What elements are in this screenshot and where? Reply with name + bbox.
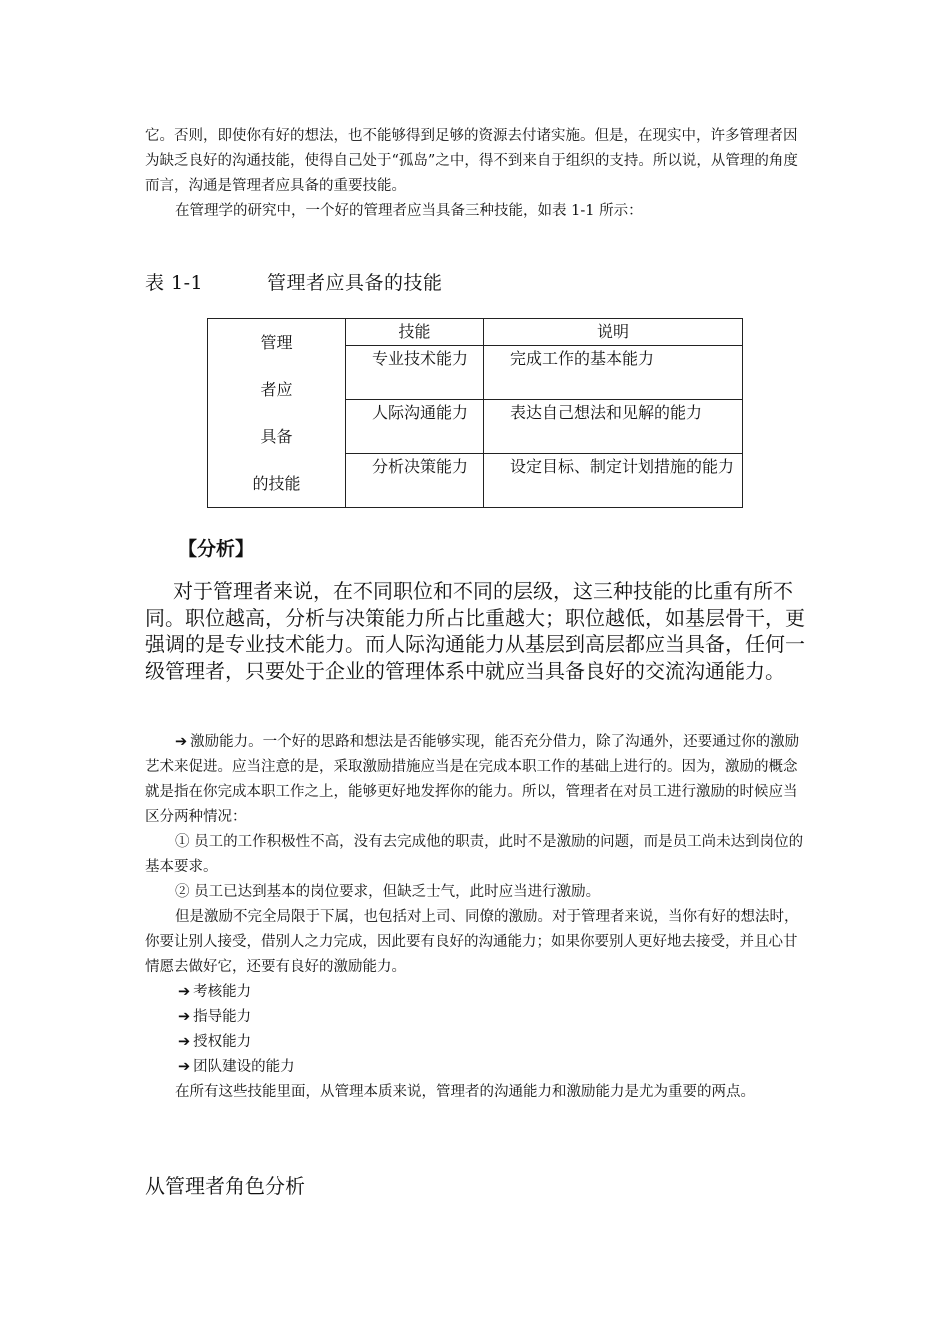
desc-cell: 完成工作的基本能力 [484,346,743,400]
list-item [178,1005,251,1030]
motivation-paragraph [145,730,810,830]
skills-table [207,318,743,508]
arrow-icon: ➔ [178,1009,191,1025]
row-label-line: 管理 [260,333,293,352]
list-item [178,1055,295,1080]
row-label-cell [208,319,346,508]
arrow-icon: ➔ [178,1034,191,1050]
analysis-heading: 【分析】 [178,538,255,560]
list-item [178,1030,251,1055]
header-skill: 技能 [346,319,484,346]
table-number: 表 1-1 [145,272,204,294]
motivation-case-2: ② 员工已达到基本的岗位要求，但缺乏士气，此时应当进行激励。 [175,884,601,900]
table-row [208,319,743,346]
intro-paragraph: 它。否则，即使你有好的想法，也不能够得到足够的资源去付诸实施。但是，在现实中，许多管理者因为缺乏良好的沟通技能，使得自己处于“孤岛”之中，得不到来自于组织的支持。所以说，从管理的角度而言，沟通是管理者应具备的重要技能。 [145,128,798,194]
skill-cell: 分析决策能力 [346,454,484,508]
list-item-label: 团队建设的能力 [193,1059,295,1075]
analysis-body: 对于管理者来说，在不同职位和不同的层级，这三种技能的比重有所不同。职位越高，分析与决策能力所占比重越大；职位越低，如基层骨干，更强调的是专业技术能力。而人际沟通能力从基层到高层都应当具备，任何一级管理者，只要处于企业的管理体系中就应当具备良好的交流沟通能力。 [145,579,805,683]
row-label-line: 的技能 [252,474,301,493]
skill-cell: 专业技术能力 [346,346,484,400]
motivation-scope-paragraph: 但是激励不完全局限于下属，也包括对上司、同僚的激励。对于管理者来说，当你有好的想法时，你要让别人接受，借别人之力完成，因此要有良好的沟通能力；如果你要别人更好地去接受，并且心甘情愿去做好它，还要有良好的激励能力。 [145,909,799,975]
motivation-case-1: ① 员工的工作积极性不高，没有去完成他的职责，此时不是激励的问题，而是员工尚未达到岗位的基本要求。 [145,834,804,875]
skill-cell: 人际沟通能力 [346,400,484,454]
desc-cell: 设定目标、制定计划措施的能力 [484,454,743,508]
list-item-label: 指导能力 [193,1009,252,1025]
row-label-line: 具备 [260,427,293,446]
conclusion-paragraph: 在所有这些技能里面，从管理本质来说，管理者的沟通能力和激励能力是尤为重要的两点。 [175,1084,755,1100]
intro-table-reference: 在管理学的研究中，一个好的管理者应当具备三种技能，如表 1-1 所示： [175,203,643,219]
arrow-icon: ➔ [175,734,188,750]
motivation-text: 激励能力。一个好的思路和想法是否能够实现，能否充分借力，除了沟通外，还要通过你的激励艺术来促进。应当注意的是，采取激励措施应当是在完成本职工作的基础上进行的。因为，激励的概念就是指在你完成本职工作之上，能够更好地发挥你的能力。所以，管理者在对员工进行激励的时候应当区分两种情况： [145,734,800,825]
list-item [178,980,251,1005]
section-heading: 从管理者角色分析 [145,1174,305,1198]
arrow-icon: ➔ [178,1059,191,1075]
desc-cell: 表达自己想法和见解的能力 [484,400,743,454]
header-description: 说明 [484,319,743,346]
list-item-label: 授权能力 [193,1034,252,1050]
list-item-label: 考核能力 [193,984,252,1000]
table-title: 管理者应具备的技能 [267,272,443,294]
arrow-icon: ➔ [178,984,191,1000]
row-label-line: 者应 [260,380,293,399]
table-caption [145,268,443,295]
